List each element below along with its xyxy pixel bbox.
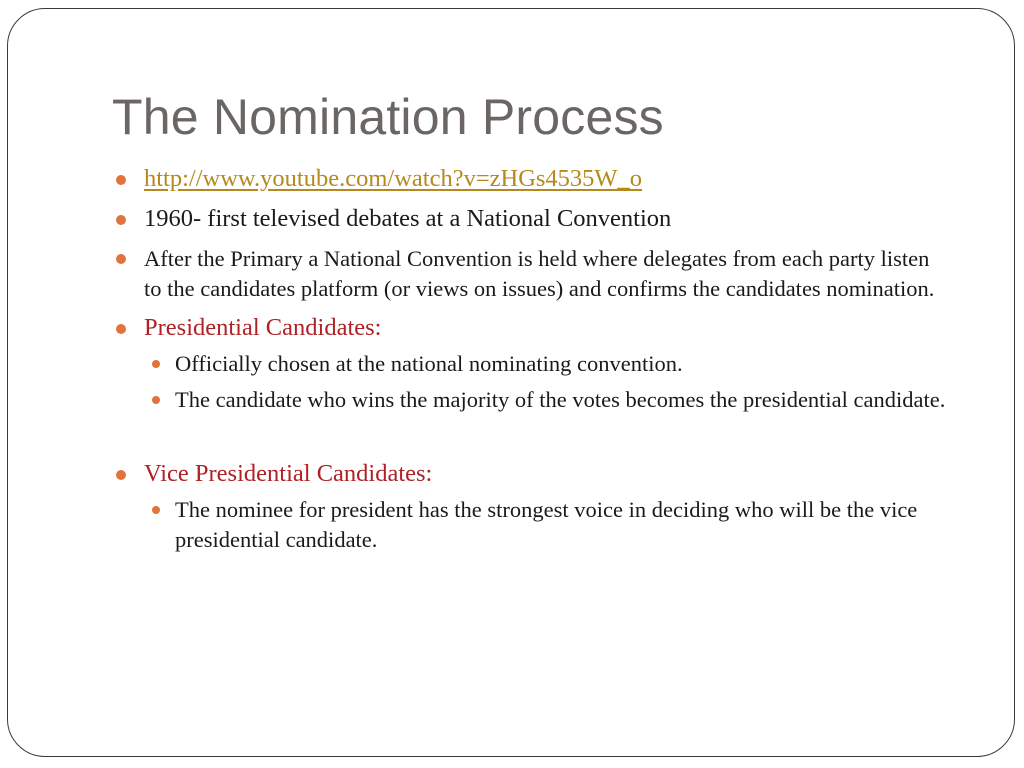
bullet-televised-debates [110,204,950,234]
bullet-dot-icon [116,254,126,264]
slide-content [110,164,950,555]
sub-bullet-dot-icon [152,396,160,404]
section-heading-vice-presidential: Vice Presidential Candidates: [144,460,433,487]
slide-title: The Nomination Process [112,89,664,145]
sub-bullet-text: The candidate who wins the majority of the votes becomes the presidential candidate. [175,387,946,412]
bullet-dot-icon [116,215,126,225]
bullet-presidential-candidates [110,313,950,343]
bullet-text: After the Primary a National Convention is held where delegates from each party listen to the candidates platform (or views on issues) and confirms the candidates nomination. [144,246,935,301]
section-heading-presidential: Presidential Candidates: [144,314,382,341]
bullet-text: 1960- first televised debates at a National Convention [144,205,672,232]
bullet-dot-icon [116,324,126,334]
bullet-dot-icon [116,175,126,185]
sub-bullet-nominee-voice [140,495,950,555]
bullet-video-link[interactable] [110,164,950,194]
sub-bullet-text: Officially chosen at the national nominating convention. [175,351,683,376]
sub-bullet-dot-icon [152,360,160,368]
sub-bullet-text: The nominee for president has the strongest voice in deciding who will be the vice presidential candidate. [175,497,918,552]
sub-bullet-majority-votes [140,385,950,415]
youtube-link[interactable]: http://www.youtube.com/watch?v=zHGs4535W_o [144,165,643,192]
bullet-vice-presidential-candidates [110,459,950,489]
sub-bullet-dot-icon [152,506,160,514]
bullet-dot-icon [116,470,126,480]
sub-bullet-officially-chosen [140,349,950,379]
bullet-national-convention [110,244,950,304]
